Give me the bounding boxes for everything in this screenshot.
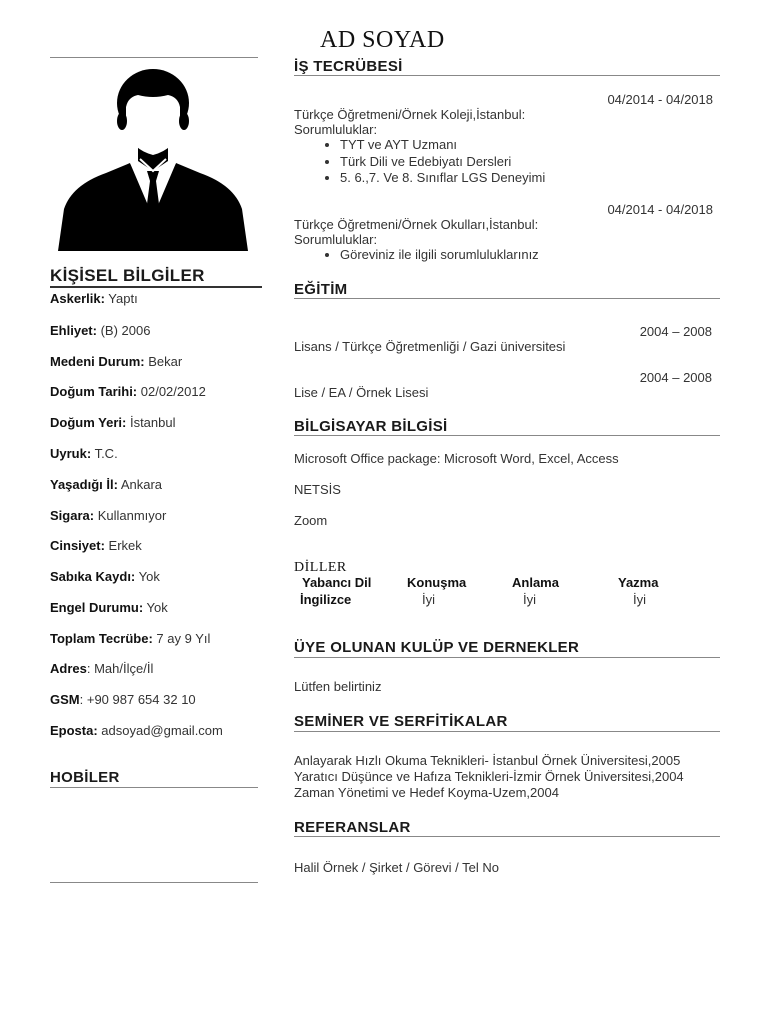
lang-row-english-name: İngilizce — [300, 592, 352, 607]
list-item: • TYT ve AYT Uzmanı — [340, 137, 545, 154]
info-row-nationality: Uyruk: T.C. — [50, 446, 118, 461]
education-2-text: Lise / EA / Örnek Lisesi — [294, 385, 429, 400]
info-row-disability: Engel Durumu: Yok — [50, 600, 168, 615]
info-row-address: Adres: Mah/İlçe/İl — [50, 661, 154, 676]
job-2-resp-list — [294, 247, 539, 264]
hobbies-title: HOBİLER — [50, 769, 120, 786]
lang-row-english-writing: İyi — [633, 592, 646, 607]
job-2-resp-label: Sorumluluklar: — [294, 232, 378, 247]
education-2-date: 2004 – 2008 — [639, 370, 712, 385]
info-row-gender: Cinsiyet: Erkek — [50, 538, 142, 553]
lang-row-english-understanding: İyi — [523, 592, 536, 607]
info-row-city: Yaşadığı İl: Ankara — [50, 477, 163, 492]
personal-info-title: KİŞİSEL BİLGİLER — [50, 266, 205, 285]
references-title: REFERANSLAR — [294, 819, 411, 836]
lang-header-language: Yabancı Dil — [302, 575, 372, 590]
seminar-item-1: Anlayarak Hızlı Okuma Teknikleri- İstanbul Örnek Üniversitesi,2005 — [294, 753, 681, 768]
references-text: Halil Örnek / Şirket / Görevi / Tel No — [294, 860, 499, 875]
lang-row-english-speaking: İyi — [422, 592, 435, 607]
info-row-phone: GSM: +90 987 654 32 10 — [50, 692, 196, 707]
lang-header-understanding: Anlama — [512, 575, 559, 590]
info-row-military: Askerlik: Yaptı — [50, 291, 138, 306]
education-divider — [294, 298, 720, 299]
job-2-position: Türkçe Öğretmeni/Örnek Okulları,İstanbul: — [294, 217, 539, 232]
left-bottom-divider — [50, 882, 258, 883]
hobbies-divider — [50, 787, 258, 788]
computer-item-office: Microsoft Office package: Microsoft Word, Excel, Access — [294, 451, 619, 466]
experience-title: İŞ TECRÜBESİ — [294, 58, 403, 75]
info-row-experience-total: Toplam Tecrübe: 7 ay 9 Yıl — [50, 631, 211, 646]
info-row-marital: Medeni Durum: Bekar — [50, 354, 183, 369]
person-silhouette-icon — [58, 67, 248, 251]
seminar-item-3: Zaman Yönetimi ve Hedef Koyma-Uzem,2004 — [294, 785, 559, 800]
list-item: • Türk Dili ve Edebiyatı Dersleri — [340, 154, 545, 171]
resume-name: AD SOYAD — [320, 27, 445, 53]
job-1-date: 04/2014 - 04/2018 — [607, 92, 713, 107]
info-row-birthplace: Doğum Yeri: İstanbul — [50, 415, 176, 430]
education-1-text: Lisans / Türkçe Öğretmenliği / Gazi üniversitesi — [294, 339, 566, 354]
list-item: • 5. 6.,7. Ve 8. Sınıflar LGS Deneyimi — [340, 170, 545, 187]
left-top-divider — [50, 57, 258, 58]
info-row-email: Eposta: adsoyad@gmail.com — [50, 723, 223, 738]
job-1-resp-list — [294, 137, 545, 187]
clubs-divider — [294, 657, 720, 658]
job-1-resp-label: Sorumluluklar: — [294, 122, 378, 137]
seminar-item-2: Yaratıcı Düşünce ve Hafıza Teknikleri-İzmir Örnek Üniversitesi,2004 — [294, 769, 684, 784]
education-title: EĞİTİM — [294, 281, 348, 298]
references-divider — [294, 836, 720, 837]
seminars-title: SEMİNER VE SERFİTİKALAR — [294, 713, 508, 730]
computer-divider — [294, 435, 720, 436]
clubs-text: Lütfen belirtiniz — [294, 679, 382, 694]
job-1-position: Türkçe Öğretmeni/Örnek Koleji,İstanbul: — [294, 107, 526, 122]
lang-header-speaking: Konuşma — [407, 575, 467, 590]
avatar — [58, 67, 248, 251]
languages-title: DİLLER — [294, 560, 347, 575]
clubs-title: ÜYE OLUNAN KULÜP VE DERNEKLER — [294, 639, 580, 656]
info-row-license: Ehliyet: (B) 2006 — [50, 323, 151, 338]
computer-item-zoom: Zoom — [294, 513, 328, 528]
seminars-divider — [294, 731, 720, 732]
info-row-smoking: Sigara: Kullanmıyor — [50, 508, 167, 523]
education-1-date: 2004 – 2008 — [639, 324, 712, 339]
info-row-birthdate: Doğum Tarihi: 02/02/2012 — [50, 384, 206, 399]
experience-divider — [294, 75, 720, 76]
computer-item-netsis: NETSİS — [294, 482, 341, 497]
job-2-date: 04/2014 - 04/2018 — [607, 202, 713, 217]
computer-title: BİLGİSAYAR BİLGİSİ — [294, 418, 448, 435]
personal-info-divider — [50, 286, 262, 288]
lang-header-writing: Yazma — [618, 575, 659, 590]
list-item: • Göreviniz ile ilgili sorumluluklarınız — [340, 247, 539, 264]
info-row-criminal-record: Sabıka Kaydı: Yok — [50, 569, 160, 584]
